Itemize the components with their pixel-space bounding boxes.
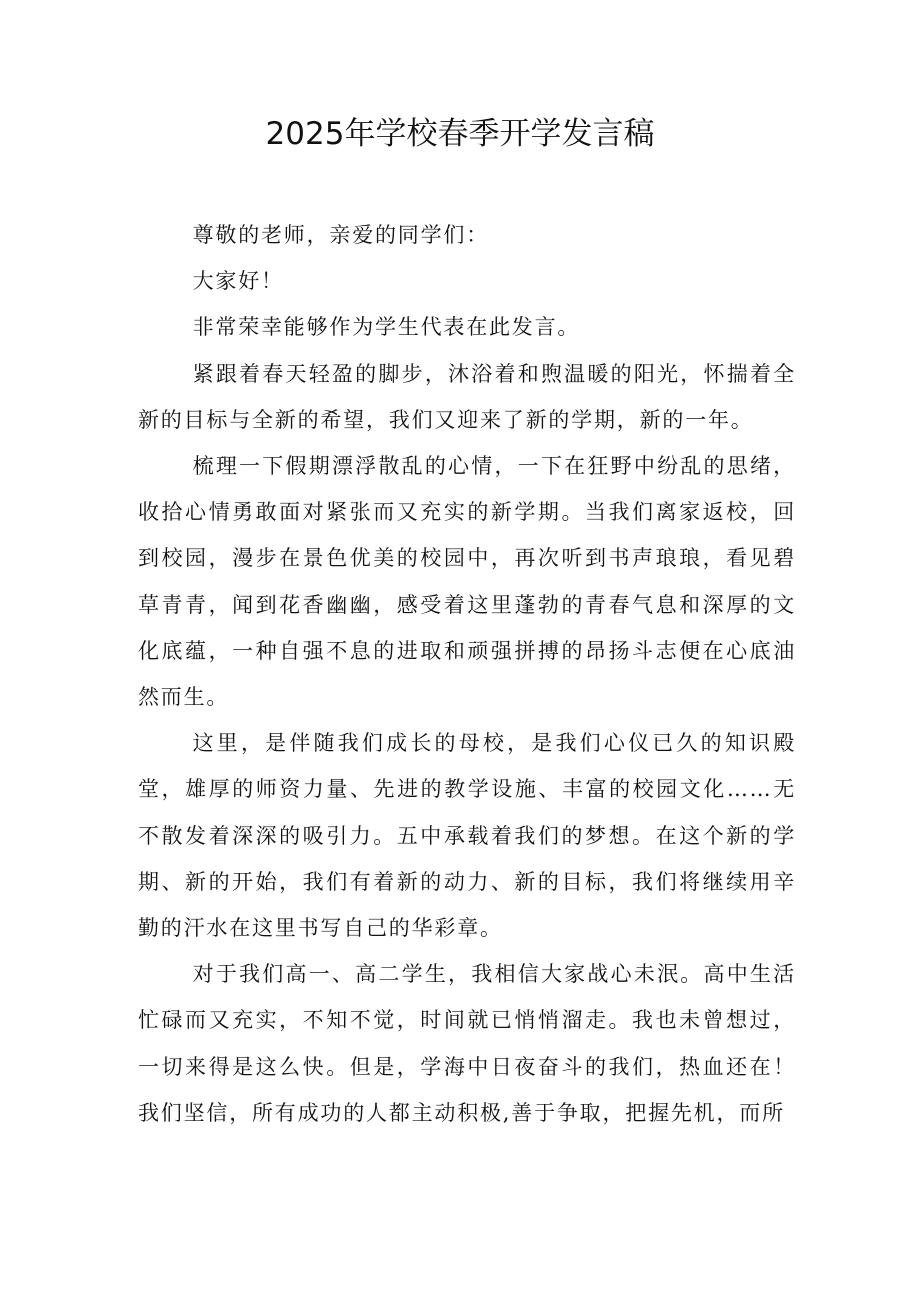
intro-paragraph: 非常荣幸能够作为学生代表在此发言。 (192, 315, 581, 340)
return-paragraph: 梳理一下假期漂浮散乱的心情，一下在狂野中纷乱的思绪，收拾心情勇敢面对紧张而又充实的新学期。当我们离家返校，回到校园，漫步在景色优美的校园中，再次听到书声琅琅，看见碧草青青，闻到花香幽幽，感受着这里蓬勃的青春气息和深厚的文化底蕴，一种自强不息的进取和顽强拼搏的昂扬斗志便在心底油然而生。 (138, 454, 796, 710)
document-title: 2025年学校春季开学发言稿 (265, 116, 655, 152)
greeting-paragraph: 尊敬的老师，亲爱的同学们： (192, 223, 489, 247)
spring-paragraph: 紧跟着春天轻盈的脚步，沐浴着和煦温暖的阳光，怀揣着全新的目标与全新的希望，我们又迎来了新的学期，新的一年。 (138, 361, 796, 432)
school-paragraph: 这里，是伴随我们成长的母校，是我们心仪已久的知识殿堂，雄厚的师资力量、先进的教学设施、丰富的校园文化……无不散发着深深的吸引力。五中承载着我们的梦想。在这个新的学期、新的开始，我们有着新的动力、新的目标，我们将继续用辛勤的汗水在这里书写自己的华彩章。 (138, 731, 796, 941)
hello-paragraph: 大家好！ (192, 269, 284, 294)
students-paragraph: 对于我们高一、高二学生，我相信大家战心未泯。高中生活忙碌而又充实，不知不觉，时间就已悄悄溜走。我也未曾想过，一切来得是这么快。但是，学海中日夜奋斗的我们，热血还在！我们坚信，所有成功的人都主动积极,善于争取，把握先机，而所 (138, 962, 796, 1125)
document-body (138, 212, 796, 1136)
